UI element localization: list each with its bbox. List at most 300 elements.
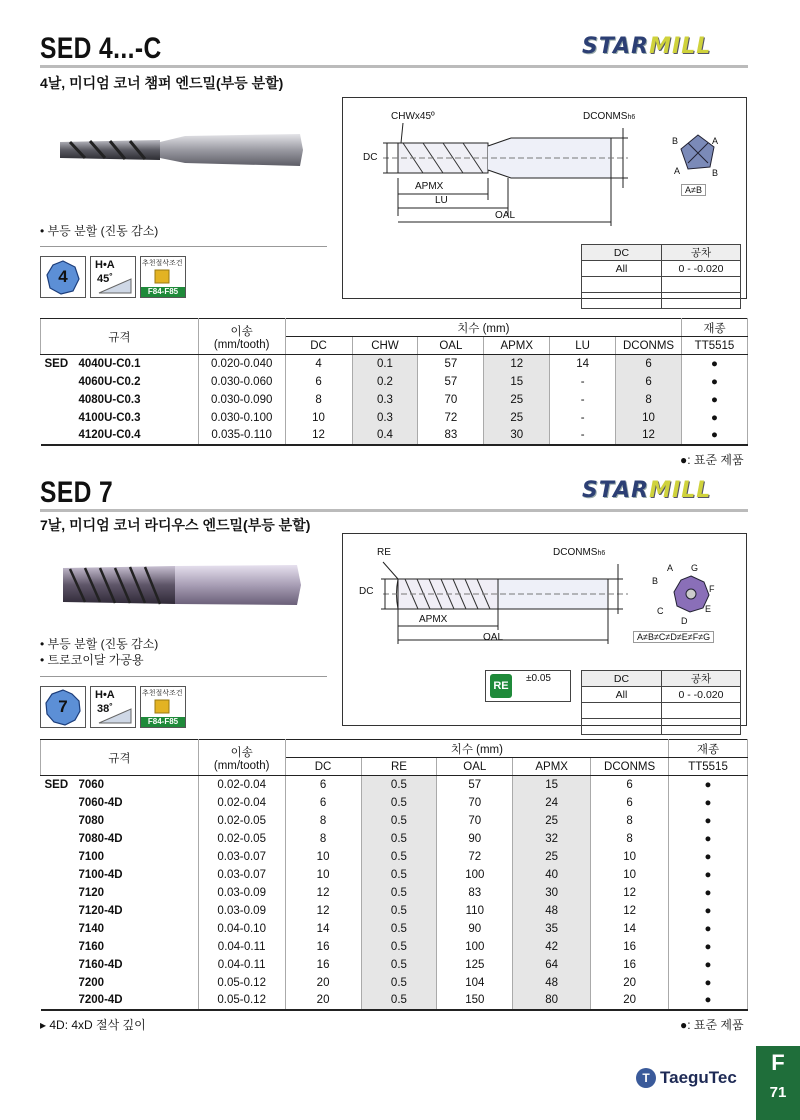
table-cell: 0.5: [361, 884, 437, 902]
label-apmx: APMX: [415, 181, 444, 192]
helix-label: H•A: [95, 259, 115, 271]
table-cell: 6: [591, 794, 669, 812]
th-col: OAL: [437, 758, 513, 776]
table-cell: 6: [285, 776, 361, 794]
th-grade: 재종: [682, 319, 748, 337]
table-cell: ●: [682, 391, 748, 409]
table-cell: 6: [285, 794, 361, 812]
table-cell: 0.1: [352, 355, 418, 373]
table-cell: 0.5: [361, 848, 437, 866]
table-row: [41, 956, 748, 974]
table-row: [41, 812, 748, 830]
th-col: RE: [361, 758, 437, 776]
spec-code-text: 4100U-C0.3: [78, 411, 141, 424]
th-feed-line2: (mm/tooth): [213, 338, 270, 351]
table-cell: 20: [285, 992, 361, 1010]
spec-prefix: SED: [44, 357, 69, 370]
table-cell: ●: [669, 776, 748, 794]
table-cell: 64: [513, 956, 591, 974]
table-cell: 12: [591, 902, 669, 920]
table-cell: 10: [285, 866, 361, 884]
table-cell: 42: [513, 938, 591, 956]
section1-subtitle: 4날, 미디엄 코너 챔퍼 엔드밀(부등 분할): [40, 75, 284, 91]
table-cell: ●: [669, 938, 748, 956]
table-cell: ●: [669, 866, 748, 884]
dconms-text: DCONMS: [553, 547, 598, 558]
th-grade: 재종: [669, 740, 748, 758]
th-feed-line2: (mm/tooth): [213, 759, 270, 772]
logo-mill: MILL: [649, 34, 712, 59]
table-cell: ●: [682, 409, 748, 427]
cond-label: 추천절삭조건: [142, 260, 183, 267]
taegutec-logo-icon: T: [636, 1068, 656, 1088]
spec-code: [41, 938, 199, 956]
table-cell: 0.04-0.10: [198, 920, 285, 938]
th-col: OAL: [418, 337, 484, 355]
spec-code: [41, 812, 199, 830]
spec-code-text: 7160: [78, 940, 105, 953]
label-apmx-2: APMX: [419, 614, 448, 625]
tol-head-tol: 공차: [662, 245, 741, 261]
table-cell: 6: [285, 373, 352, 391]
table-cell: 0.5: [361, 776, 437, 794]
section2-diagram: [342, 533, 747, 726]
table-cell: 14: [285, 920, 361, 938]
side-tab-letter: F: [771, 1050, 785, 1075]
table-cell: 16: [285, 938, 361, 956]
th-col: DC: [285, 337, 352, 355]
th-feed: [198, 740, 285, 776]
tool-photo-4flute: [55, 128, 305, 172]
table-cell: ●: [682, 427, 748, 445]
spec-code: [41, 956, 199, 974]
table-cell: 125: [437, 956, 513, 974]
flute-count: 4: [58, 267, 68, 286]
section2-title: SED 7: [40, 476, 114, 509]
table-cell: ●: [669, 848, 748, 866]
table-cell: 0.03-0.07: [198, 848, 285, 866]
spec-code: [41, 848, 199, 866]
tol-head-dc: DC: [582, 245, 662, 261]
table-cell: 0.05-0.12: [198, 974, 285, 992]
logo-star: STAR: [582, 34, 650, 59]
helix-angle: 38˚: [97, 703, 113, 715]
spec-table-2: [40, 739, 748, 1011]
table-cell: 12: [285, 427, 352, 445]
bullet-text: 부등 분할 (진동 감소): [47, 637, 159, 651]
cutting-conditions-link-2[interactable]: [140, 686, 186, 728]
table-cell: 0.5: [361, 992, 437, 1010]
table-cell: 48: [513, 902, 591, 920]
table-cell: 0.5: [361, 974, 437, 992]
flute-count-icon-2: [40, 686, 86, 728]
label-b: B: [652, 576, 659, 586]
table-row: [41, 355, 748, 373]
table-cell: 25: [513, 812, 591, 830]
spec-code-text: 4040U-C0.1: [78, 357, 141, 370]
h6-text: h6: [597, 550, 606, 557]
th-col: APMX: [484, 337, 550, 355]
th-dims: 치수 (mm): [285, 319, 681, 337]
table-cell: 12: [591, 884, 669, 902]
bullet-text: 트로코이달 가공용: [47, 653, 144, 667]
table-cell: 4: [285, 355, 352, 373]
th-col: APMX: [513, 758, 591, 776]
spec-code: [41, 974, 199, 992]
table-cell: 70: [418, 391, 484, 409]
label-aneb: A≠B: [681, 184, 706, 196]
table-cell: 0.02-0.04: [198, 794, 285, 812]
table-row: [41, 974, 748, 992]
spec-code: [41, 355, 199, 373]
table-cell: 10: [285, 848, 361, 866]
table-cell: 0.035-0.110: [198, 427, 285, 445]
section1-diagram: [342, 97, 747, 299]
table-cell: 0.030-0.060: [198, 373, 285, 391]
side-tab: [756, 1046, 800, 1120]
th-spec: 규격: [41, 319, 199, 355]
label-chain: A≠B≠C≠D≠E≠F≠G: [633, 631, 714, 643]
starmill-logo-2: [582, 478, 711, 503]
spec-code: [41, 776, 199, 794]
table-cell: 8: [591, 812, 669, 830]
th-spec: 규격: [41, 740, 199, 776]
table-cell: 15: [484, 373, 550, 391]
th-col: DCONMS: [591, 758, 669, 776]
table-cell: 0.030-0.090: [198, 391, 285, 409]
table-cell: 25: [484, 391, 550, 409]
table-row: [41, 373, 748, 391]
spec-code-text: 7160-4D: [78, 958, 123, 971]
table-cell: 35: [513, 920, 591, 938]
table-cell: 0.03-0.09: [198, 884, 285, 902]
table-cell: 10: [591, 866, 669, 884]
table-cell: 16: [591, 938, 669, 956]
label-oal: OAL: [495, 210, 516, 221]
table-cell: 0.5: [361, 902, 437, 920]
label-dconms-2: [553, 547, 605, 558]
table-cell: 150: [437, 992, 513, 1010]
legend-2: ●: 표준 제품: [680, 1018, 744, 1032]
table-cell: 80: [513, 992, 591, 1010]
table-cell: 100: [437, 938, 513, 956]
table-cell: 83: [418, 427, 484, 445]
table-cell: -: [550, 391, 616, 409]
th-col: TT5515: [682, 337, 748, 355]
th-feed-line1: 이송: [230, 325, 253, 338]
th-col: LU: [550, 337, 616, 355]
table-cell: 24: [513, 794, 591, 812]
re-tolerance-box: [485, 670, 571, 702]
table-cell: ●: [669, 884, 748, 902]
table-cell: ●: [669, 974, 748, 992]
spec-code: [41, 794, 199, 812]
legend-1: ●: 표준 제품: [680, 453, 744, 467]
spec-code: [41, 902, 199, 920]
table-cell: 57: [437, 776, 513, 794]
section1-title: SED 4...-C: [40, 32, 162, 65]
table-cell: 57: [418, 373, 484, 391]
table-cell: 0.5: [361, 830, 437, 848]
footnote-text: 4D: 4xD 절삭 깊이: [49, 1018, 146, 1032]
table-cell: 0.04-0.11: [198, 956, 285, 974]
table-cell: ●: [669, 812, 748, 830]
table-cell: 30: [484, 427, 550, 445]
bullet-divider: [40, 246, 327, 247]
table-cell: 20: [285, 974, 361, 992]
brand-name: TaeguTec: [660, 1068, 737, 1087]
table-cell: 0.5: [361, 794, 437, 812]
table-cell: 0.02-0.04: [198, 776, 285, 794]
table-cell: ●: [682, 355, 748, 373]
label-chw: CHWx45º: [391, 111, 435, 122]
cond-label: 추천절삭조건: [142, 690, 183, 697]
spec-code: [41, 884, 199, 902]
label-dconms: [583, 111, 635, 122]
tool-photo-7flute: [55, 560, 305, 610]
tol-head-dc: DC: [582, 671, 662, 687]
table-row: [41, 902, 748, 920]
spec-code: [41, 409, 199, 427]
table-cell: 10: [616, 409, 682, 427]
table-cell: 16: [591, 956, 669, 974]
table-cell: 0.5: [361, 956, 437, 974]
label-b1: B: [672, 136, 679, 146]
spec-code-text: 4120U-C0.4: [78, 429, 141, 441]
spec-code: [41, 391, 199, 409]
label-a1: A: [712, 136, 719, 146]
spec-code-text: 7200-4D: [78, 994, 123, 1006]
table-cell: 70: [437, 794, 513, 812]
spec-code-text: 7120: [78, 886, 105, 899]
label-lu: LU: [435, 195, 448, 206]
helix-angle-icon-2: [90, 686, 136, 728]
table-cell: 0.030-0.100: [198, 409, 285, 427]
th-col: DCONMS: [616, 337, 682, 355]
table-cell: 0.4: [352, 427, 418, 445]
helix-angle: 45˚: [97, 273, 113, 285]
table-cell: 72: [418, 409, 484, 427]
table-cell: ●: [669, 920, 748, 938]
label-dc: DC: [363, 152, 378, 163]
tol-cell: All: [582, 261, 662, 277]
section2-bullet-1: • 부등 분할 (진동 감소): [40, 637, 159, 651]
table-cell: 0.03-0.07: [198, 866, 285, 884]
table-cell: 0.5: [361, 866, 437, 884]
re-badge: RE: [490, 674, 512, 698]
cutting-conditions-link[interactable]: [140, 256, 186, 298]
spec-prefix: SED: [44, 778, 69, 791]
table-cell: 104: [437, 974, 513, 992]
table-cell: 8: [285, 391, 352, 409]
spec-code: [41, 830, 199, 848]
table-cell: -: [550, 409, 616, 427]
table-cell: ●: [669, 902, 748, 920]
table-row: [41, 848, 748, 866]
table-cell: 0.02-0.05: [198, 812, 285, 830]
table-cell: 0.020-0.040: [198, 355, 285, 373]
title-rule-2: [40, 509, 748, 512]
table-cell: 0.3: [352, 409, 418, 427]
table-cell: 0.02-0.05: [198, 830, 285, 848]
th-feed: [198, 319, 285, 355]
th-dims: 치수 (mm): [285, 740, 668, 758]
table-cell: 12: [285, 902, 361, 920]
logo-star: STAR: [582, 478, 650, 503]
spec-code-text: 7140: [78, 922, 105, 935]
label-f: F: [709, 584, 715, 594]
table-cell: 8: [616, 391, 682, 409]
label-a: A: [667, 563, 674, 573]
spec-code-text: 7100: [78, 850, 105, 863]
table-cell: 0.04-0.11: [198, 938, 285, 956]
tol-head-tol: 공차: [662, 671, 741, 687]
helix-label: H•A: [95, 689, 115, 701]
label-e: E: [705, 604, 712, 614]
table-cell: 90: [437, 830, 513, 848]
side-tab-page: 71: [769, 1084, 787, 1101]
table-cell: 0.05-0.12: [198, 992, 285, 1010]
label-dc-2: DC: [359, 586, 374, 597]
table-cell: 25: [484, 409, 550, 427]
table-row: [41, 391, 748, 409]
tol-cell: All: [582, 687, 662, 703]
spec-code-text: 7060-4D: [78, 796, 123, 809]
tol-cell: 0 - -0.020: [662, 261, 741, 277]
table-cell: ●: [669, 794, 748, 812]
table-cell: 40: [513, 866, 591, 884]
spec-code: [41, 920, 199, 938]
label-b2: B: [712, 168, 719, 178]
table-cell: 32: [513, 830, 591, 848]
table-cell: 100: [437, 866, 513, 884]
table-cell: 70: [437, 812, 513, 830]
spec-table-1: [40, 318, 748, 446]
h6-text: h6: [627, 114, 636, 121]
label-oal-2: OAL: [483, 632, 504, 643]
table-cell: 14: [591, 920, 669, 938]
table-cell: 15: [513, 776, 591, 794]
cond-pages: F84-F85: [141, 287, 185, 297]
label-d: D: [681, 616, 688, 626]
re-tolerance: ±0.05: [526, 673, 551, 684]
table-cell: 25: [513, 848, 591, 866]
table-cell: -: [550, 373, 616, 391]
table-row: [41, 938, 748, 956]
table-cell: 10: [591, 848, 669, 866]
th-col: TT5515: [669, 758, 748, 776]
starmill-logo: [582, 34, 711, 59]
table-row: [41, 884, 748, 902]
table-cell: 8: [285, 812, 361, 830]
table-cell: ●: [669, 992, 748, 1010]
flute-count: 7: [58, 697, 68, 716]
th-col: CHW: [352, 337, 418, 355]
spec-code-text: 7080-4D: [78, 832, 123, 845]
table-cell: 72: [437, 848, 513, 866]
label-a2: A: [674, 166, 681, 176]
label-c: C: [657, 606, 664, 616]
table-cell: ●: [669, 956, 748, 974]
table-cell: 57: [418, 355, 484, 373]
table-cell: 8: [591, 830, 669, 848]
table-cell: 20: [591, 992, 669, 1010]
table-cell: ●: [669, 830, 748, 848]
table-cell: 14: [550, 355, 616, 373]
table-cell: 48: [513, 974, 591, 992]
table-cell: 20: [591, 974, 669, 992]
spec-code-text: 7060: [78, 778, 105, 791]
section2-subtitle: 7날, 미디엄 코너 라디우스 엔드밀(부등 분할): [40, 517, 311, 533]
bullet-divider-2: [40, 676, 327, 677]
tolerance-table-2: [581, 670, 741, 735]
table-cell: 0.5: [361, 938, 437, 956]
spec-code-text: 7120-4D: [78, 904, 123, 917]
title-rule: [40, 65, 748, 68]
table-cell: 6: [591, 776, 669, 794]
dconms-text: DCONMS: [583, 111, 628, 122]
footnote: ▸ 4D: 4xD 절삭 깊이: [40, 1018, 146, 1032]
spec-code-text: 7200: [78, 976, 105, 989]
table-cell: 16: [285, 956, 361, 974]
table-row: [41, 794, 748, 812]
tolerance-table-1: [581, 244, 741, 309]
table-row: [41, 866, 748, 884]
table-cell: 12: [616, 427, 682, 445]
table-cell: 0.3: [352, 391, 418, 409]
bullet-text: 부등 분할 (진동 감소): [47, 224, 159, 238]
table-cell: 12: [285, 884, 361, 902]
table-cell: 0.2: [352, 373, 418, 391]
table-row: [41, 776, 748, 794]
table-cell: 10: [285, 409, 352, 427]
helix-angle-icon: [90, 256, 136, 298]
spec-code: [41, 427, 199, 445]
table-cell: ●: [682, 373, 748, 391]
table-cell: 12: [484, 355, 550, 373]
spec-code-text: 7080: [78, 814, 105, 827]
table-cell: 0.5: [361, 812, 437, 830]
table-cell: 6: [616, 355, 682, 373]
flute-count-icon: [40, 256, 86, 298]
spec-code: [41, 866, 199, 884]
spec-code: [41, 373, 199, 391]
spec-code-text: 4060U-C0.2: [78, 375, 141, 388]
table-row: [41, 830, 748, 848]
table-cell: 8: [285, 830, 361, 848]
section2-bullet-2: • 트로코이달 가공용: [40, 653, 144, 667]
table-cell: 0.03-0.09: [198, 902, 285, 920]
table-cell: -: [550, 427, 616, 445]
cond-pages: F84-F85: [141, 717, 185, 727]
label-g: G: [691, 563, 699, 573]
table-cell: 90: [437, 920, 513, 938]
table-row: [41, 920, 748, 938]
table-cell: 30: [513, 884, 591, 902]
section1-bullet: • 부등 분할 (진동 감소): [40, 224, 159, 238]
table-row: [41, 427, 748, 445]
table-cell: 110: [437, 902, 513, 920]
label-re: RE: [377, 547, 391, 558]
spec-code-text: 7100-4D: [78, 868, 123, 881]
logo-mill: MILL: [649, 478, 712, 503]
tol-cell: 0 - -0.020: [662, 687, 741, 703]
spec-code-text: 4080U-C0.3: [78, 393, 141, 406]
table-row: [41, 409, 748, 427]
spec-code: [41, 992, 199, 1010]
table-cell: 6: [616, 373, 682, 391]
th-feed-line1: 이송: [230, 746, 253, 759]
